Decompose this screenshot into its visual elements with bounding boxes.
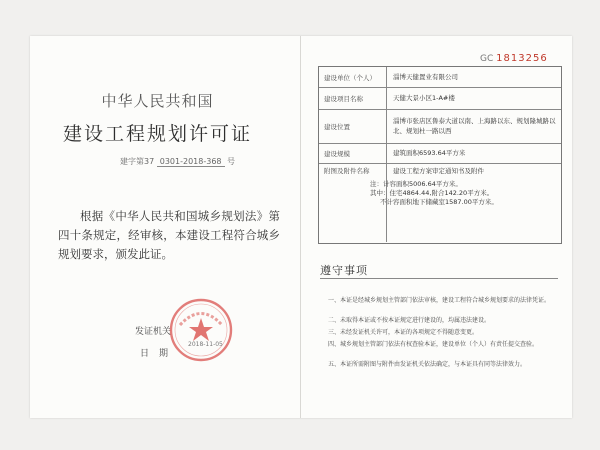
row-value: 天健大景小区1-A#楼 xyxy=(393,94,455,102)
area-notes xyxy=(320,180,498,207)
row-value: 淄博天健置业有限公司 xyxy=(393,73,458,81)
note-line: 其中：住宅4864.44,附合142.20平方米。 xyxy=(370,189,494,197)
note-line: 注：计容面积5006.64平方米。 xyxy=(370,180,462,188)
certificate-title: 建设工程规划许可证 xyxy=(62,123,252,145)
rule-item: 三、未经发证机关许可，本证的各项规定不得随意变更。 xyxy=(328,329,479,336)
issue-date: 2018-11-05 xyxy=(188,341,223,348)
row-label: 建设项目名称 xyxy=(319,87,387,109)
certificate-body: 根据《中华人民共和国城乡规划法》第四十条规定，经审核，本建设工程符合城乡规划要求，颁发此证。 xyxy=(58,209,280,261)
cert-prefix: 建字第37 xyxy=(120,157,155,166)
serial-number-value: 1813256 xyxy=(496,53,548,64)
date-label: 日期 xyxy=(140,349,179,359)
note-line: 不计容面积地下储藏室1587.00平方米。 xyxy=(380,198,498,206)
row-value: 建设工程方案审定通知书及附件 xyxy=(393,167,484,175)
table-row xyxy=(319,109,561,144)
rule-item: 二、未取得本证或不按本证规定进行建设的，均属违法建设。 xyxy=(328,317,491,324)
page-fold xyxy=(300,36,301,418)
row-label: 建设位置 xyxy=(319,109,387,143)
official-seal-icon xyxy=(168,297,234,363)
row-label: 附图及附件名称 xyxy=(319,163,387,242)
row-label: 建设单位（个人） xyxy=(319,67,387,87)
serial-number xyxy=(480,53,548,64)
rules-section xyxy=(320,278,558,417)
row-value: 建筑面积6593.64平方米 xyxy=(393,149,466,157)
certificate-number xyxy=(120,156,235,167)
rule-item: 四、城乡规划主管部门依法有权查验本证，建设单位（个人）有责任提交查验。 xyxy=(328,341,539,348)
rule-item: 五、本证所需附图与附件由发证机关依法确定，与本证具有同等法律效力。 xyxy=(328,361,527,368)
project-info-table xyxy=(318,66,562,244)
row-value: 淄博市张店区鲁泰大道以南、上海路以东、规划隆城路以北、规划杜一路以西 xyxy=(393,117,556,135)
table-row xyxy=(319,87,561,110)
rule-item: 一、本证是经城乡规划主管部门依法审核，建设工程符合城乡规划要求的法律凭证。 xyxy=(328,297,551,304)
issuer-label: 发证机关 xyxy=(135,327,172,337)
table-row xyxy=(319,143,561,164)
row-label: 建设规模 xyxy=(319,143,387,163)
table-row xyxy=(319,67,561,88)
cert-number-value: 0301-2018-368 xyxy=(157,157,225,167)
cert-suffix: 号 xyxy=(227,157,236,166)
country-name: 中华人民共和国 xyxy=(101,92,214,110)
serial-prefix: GC xyxy=(480,54,494,64)
rules-title: 遵守事项 xyxy=(320,264,368,277)
